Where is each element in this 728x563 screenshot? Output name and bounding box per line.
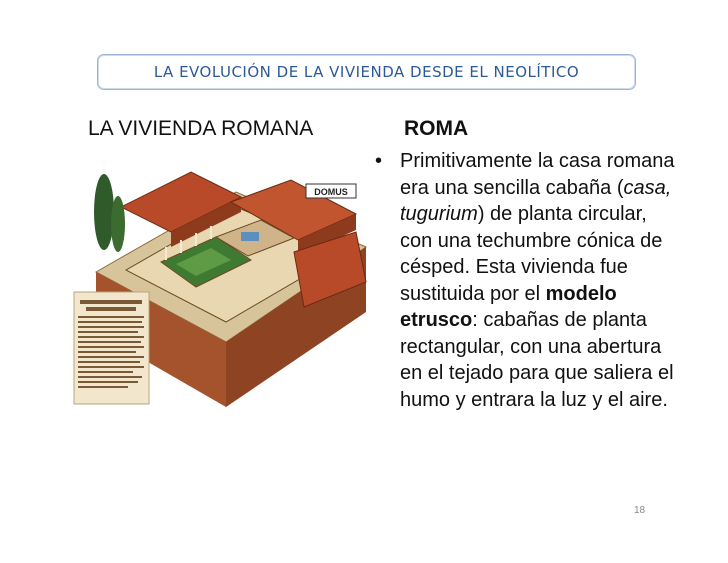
paragraph-text-1: Primitivamente la casa romana era una sencilla cabaña ( [400,150,675,199]
paragraph-text-3: : cabañas de planta rectangular, con una abertura en el tejado para que saliera el humo y entrara la luz y el aire. [400,309,674,411]
page-number: 18 [634,505,646,516]
slide-title-banner [97,54,636,90]
paragraph-text-2: ) de planta circular, con una techumbre cónica de césped. Esta vivienda fue sustituida por el [400,203,663,305]
body-text [375,148,675,413]
left-heading: LA VIVIENDA ROMANA [88,117,314,140]
body-paragraph [400,148,675,413]
bullet-marker: • [375,150,383,172]
domus-label: DOMUS [314,187,348,197]
domus-drawing [66,152,380,412]
slide-title: LA EVOLUCIÓN DE LA VIVIENDA DESDE EL NEOLÍTICO [153,63,580,81]
roman-domus-illustration [66,152,380,412]
paragraph-strong: modelo etrusco [400,282,617,331]
right-heading: ROMA [404,117,469,140]
paragraph-emphasis: casa, tugurium [400,176,672,225]
